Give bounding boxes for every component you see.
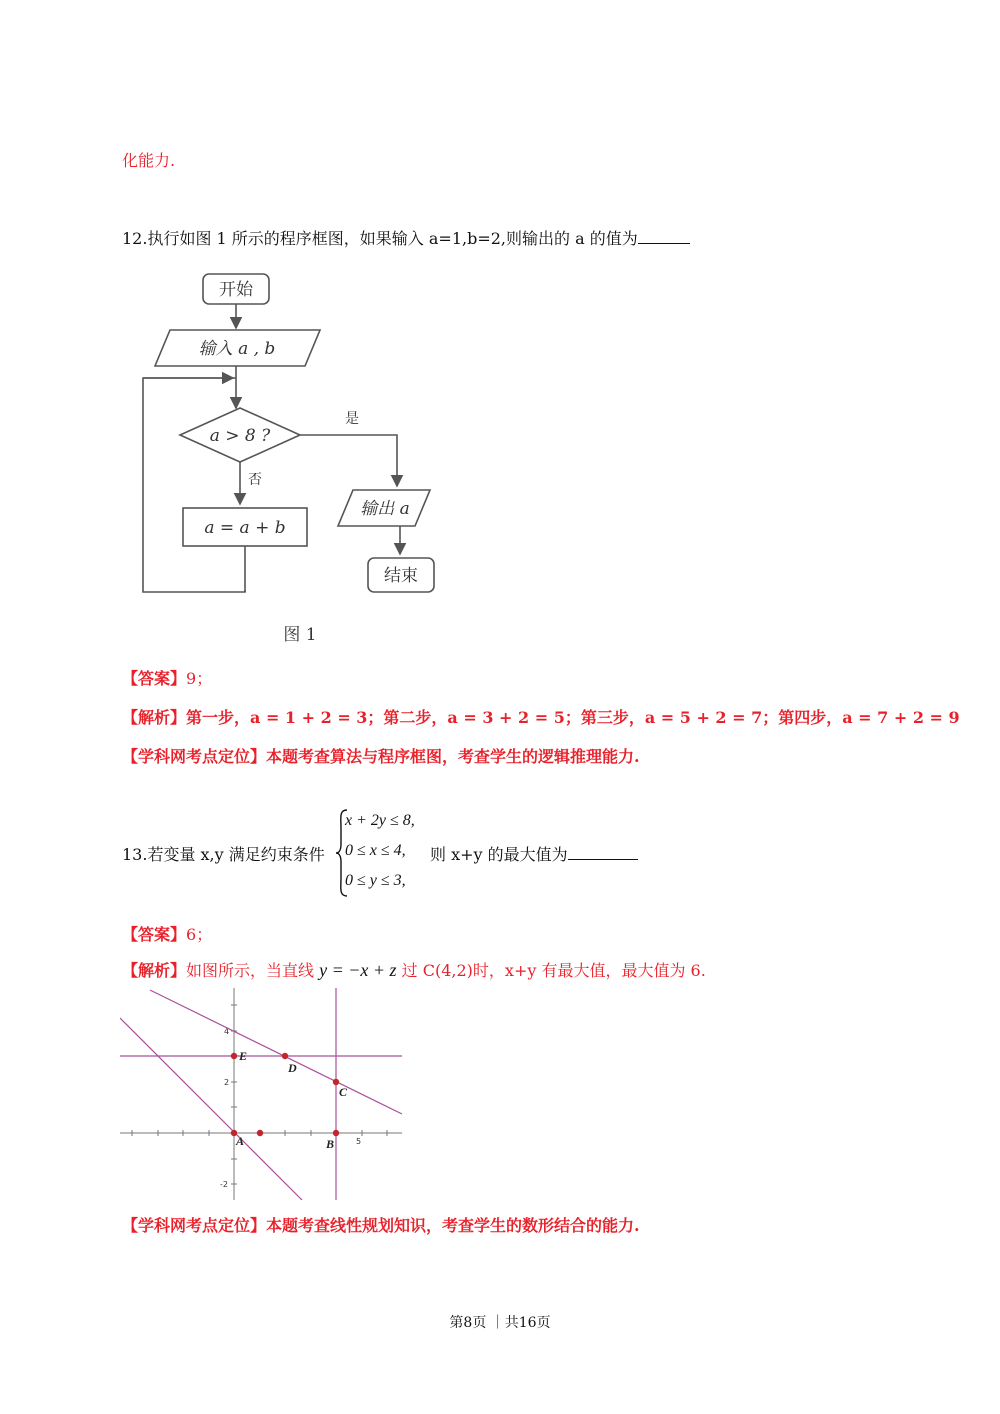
figure-caption: 图 1 — [283, 625, 317, 645]
point-B — [333, 1130, 339, 1136]
tick-y-2: 2 — [224, 1078, 230, 1087]
end-label: 结束 — [384, 566, 418, 586]
q13-analysis — [122, 958, 706, 981]
condition-label: a > 8 ? — [209, 426, 271, 446]
analysis-text-1: 如图所示，当直线 — [186, 961, 315, 980]
q12-answer — [122, 666, 212, 689]
point-D — [282, 1053, 288, 1059]
point-text: 本题考查算法与程序框图，考查学生的逻辑推理能力. — [266, 747, 640, 766]
analysis-label: 【解析】 — [122, 708, 187, 727]
analysis-formula: y = −x + z — [319, 960, 397, 980]
answer-value: 6； — [186, 925, 213, 944]
q13-text-before: 13.若变量 x,y 满足约束条件 — [122, 845, 325, 864]
answer-value: 9； — [186, 669, 213, 688]
label-B: B — [326, 1137, 335, 1151]
analysis-text: 第一步，a = 1 + 2 = 3；第二步，a = 3 + 2 = 5；第三步，a = 5 + 2 = 7；第四步，a = 7 + 2 = 9 — [186, 708, 960, 727]
answer-blank — [638, 229, 690, 244]
page-footer: 第8页 ｜共16页 — [449, 1315, 551, 1331]
answer-label: 【答案】 — [122, 925, 187, 944]
label-E: E — [239, 1049, 248, 1063]
line-x-plus-2y-8 — [150, 990, 402, 1114]
question-12-text: 12.执行如图 1 所示的程序框图，如果输入 a=1,b=2,则输出的 a 的值为 — [122, 229, 638, 248]
tick-y-neg2: -2 — [220, 1180, 228, 1189]
q12-knowledge-point — [122, 744, 640, 767]
analysis-label: 【解析】 — [122, 961, 187, 980]
q12-analysis — [122, 705, 960, 728]
label-A: A — [236, 1134, 245, 1148]
point-text: 本题考查线性规划知识，考查学生的数形结合的能力. — [266, 1216, 640, 1235]
constraint-2: 0 ≤ x ≤ 4, — [345, 842, 406, 859]
no-label: 否 — [248, 472, 262, 488]
point-label: 【学科网考点定位】 — [122, 1216, 267, 1235]
assign-label: a = a + b — [204, 518, 286, 538]
q13-answer — [122, 922, 212, 945]
flowchart-svg — [125, 258, 505, 658]
tick-y-4: 4 — [224, 1027, 230, 1036]
graph-svg — [120, 988, 402, 1200]
start-label: 开始 — [219, 280, 253, 300]
constraint-1: x + 2y ≤ 8, — [345, 812, 415, 829]
linear-programming-graph — [120, 988, 402, 1200]
answer-blank — [568, 845, 638, 860]
tick-x-5: 5 — [356, 1137, 362, 1146]
output-label: 输出 a — [360, 499, 410, 519]
analysis-text-2: 过 C(4,2)时，x+y 有最大值，最大值为 6. — [401, 961, 706, 980]
label-C: C — [339, 1085, 348, 1099]
point-origin-right — [257, 1130, 263, 1136]
loop-line — [143, 378, 245, 592]
q13-text-after — [430, 842, 638, 865]
label-D: D — [288, 1061, 297, 1075]
constraint-3: 0 ≤ y ≤ 3, — [345, 872, 406, 889]
flowchart-figure — [125, 258, 505, 658]
point-label: 【学科网考点定位】 — [122, 747, 267, 766]
line-objective — [120, 1018, 302, 1200]
q13-knowledge-point — [122, 1213, 640, 1236]
continued-text: 化能力. — [122, 151, 176, 170]
input-label: 输入 a , b — [198, 339, 276, 359]
point-E — [231, 1053, 237, 1059]
q13-after-text: 则 x+y 的最大值为 — [430, 845, 568, 864]
answer-label: 【答案】 — [122, 669, 187, 688]
question-12 — [122, 226, 690, 249]
yes-label: 是 — [345, 411, 359, 427]
